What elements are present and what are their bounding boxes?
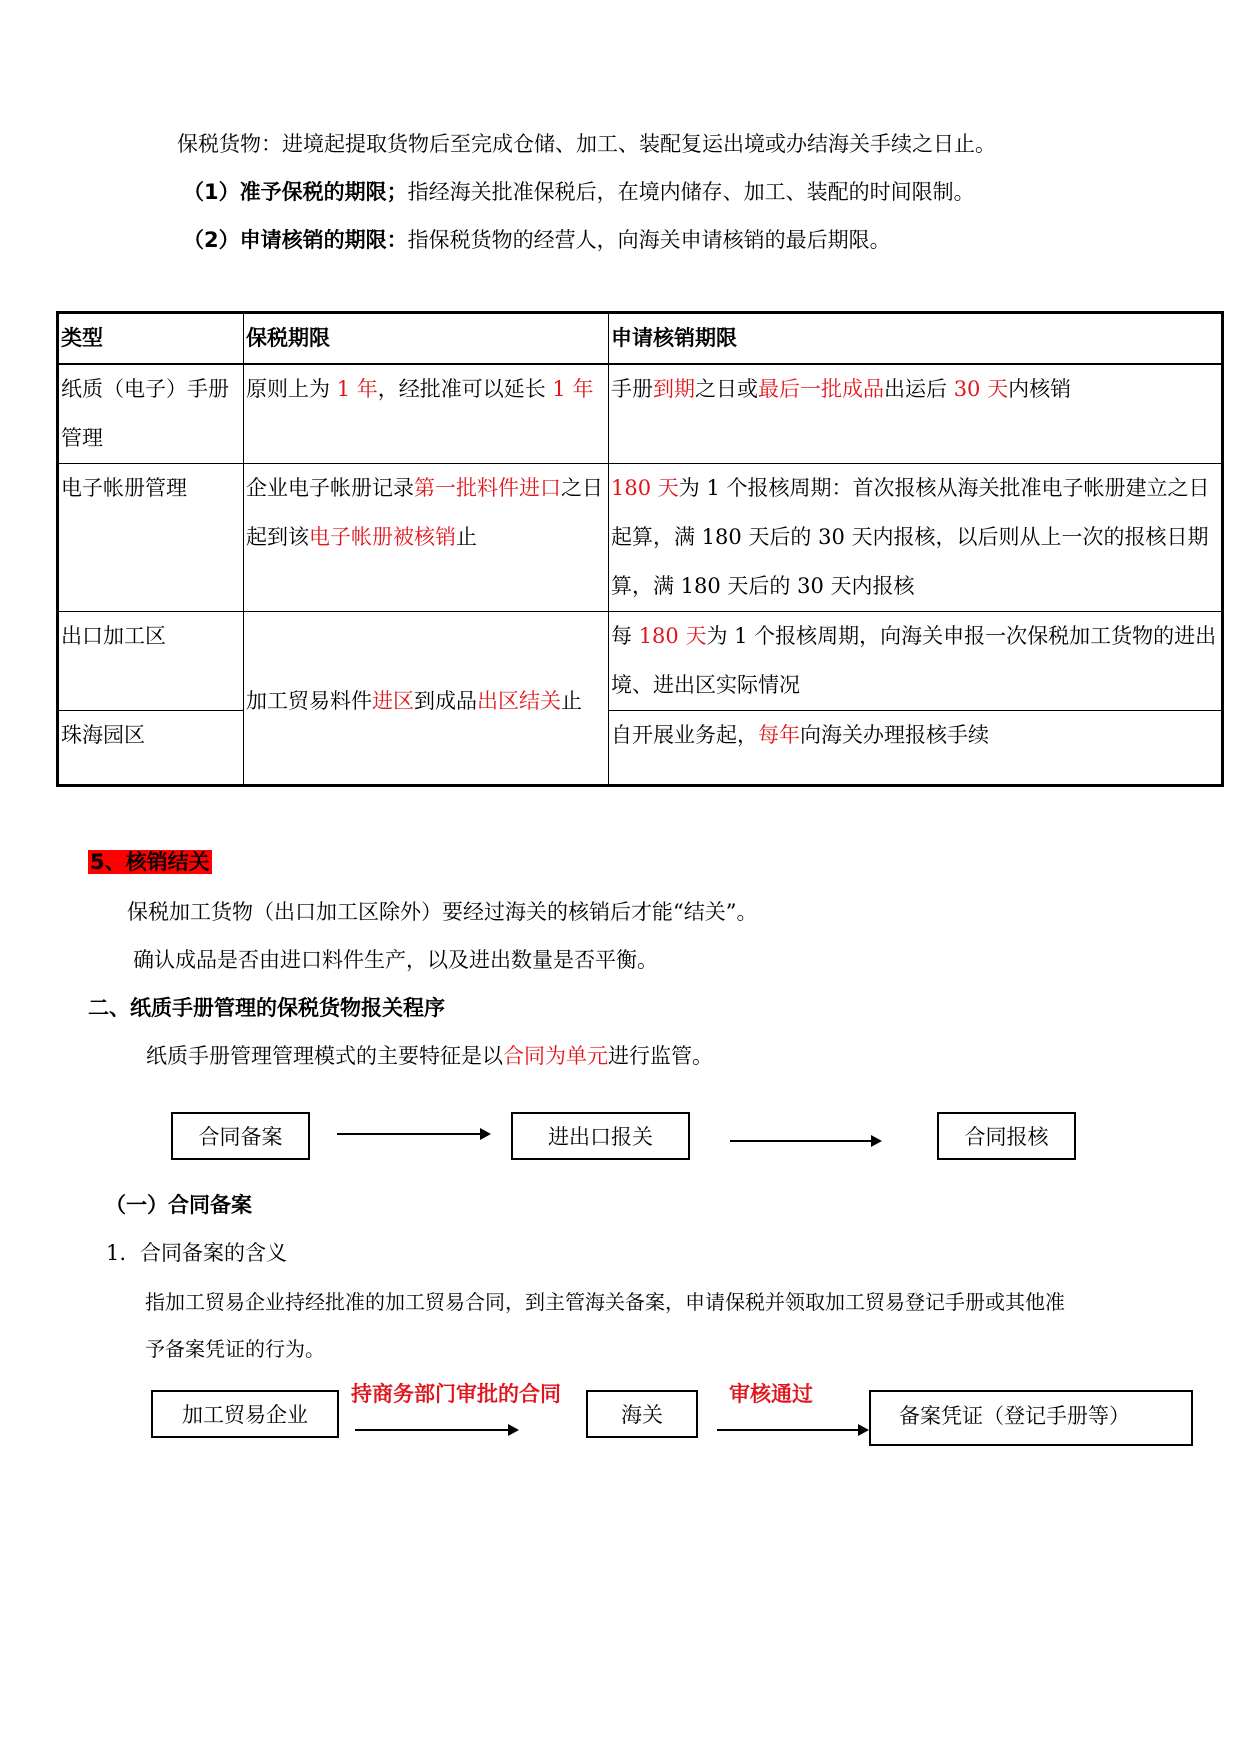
arrow-icon (337, 1133, 489, 1135)
item2-text: 指保税货物的经营人，向海关申请核销的最后期限。 (407, 228, 891, 252)
arrow-icon (355, 1429, 517, 1431)
table-row (58, 464, 1223, 612)
intro-item-2 (183, 224, 891, 254)
cell-type: 出口加工区 (58, 612, 244, 711)
item2-label: （2）申请核销的期限： (183, 228, 408, 252)
section2-p: 纸质手册管理管理模式的主要特征是以合同为单元进行监管。 (146, 1044, 713, 1068)
arrow-icon (717, 1429, 867, 1431)
table-header-row (58, 313, 1223, 365)
section5-p1: 保税加工货物（出口加工区除外）要经过海关的核销后才能“结关”。 (127, 900, 758, 924)
intro-line: 保税货物：进境起提取货物后至完成仓储、加工、装配复运出境或办结海关手续之日止。 (177, 132, 996, 156)
intro-item-1 (183, 176, 975, 206)
sub1-desc2: 予备案凭证的行为。 (145, 1337, 325, 1361)
flow-box-filing-certificate: 备案凭证（登记手册等） (869, 1390, 1193, 1446)
sub1-desc1: 指加工贸易企业持经批准的加工贸易合同，到主管海关备案，申请保税并领取加工贸易登记手册或其他准 (145, 1290, 1065, 1314)
flow-box-customs: 海关 (586, 1390, 698, 1438)
header-type: 类型 (58, 313, 244, 365)
table-row (58, 711, 1223, 786)
cell-bond-merged: 加工贸易料件进区到成品出区结关止 (244, 612, 609, 786)
item-title: 合同备案的含义 (140, 1241, 288, 1265)
arrow-icon (730, 1140, 880, 1142)
cell-verify: 每 180 天为 1 个报核周期，向海关申报一次保税加工货物的进出境、进出区实际情况 (609, 612, 1223, 711)
cell-type: 电子帐册管理 (58, 464, 244, 612)
header-verify-period: 申请核销期限 (609, 313, 1223, 365)
flow-box-contract-filing: 合同备案 (171, 1112, 310, 1160)
table-row (58, 612, 1223, 711)
cell-bond: 企业电子帐册记录第一批料件进口之日起到该电子帐册被核销止 (244, 464, 609, 612)
flow-box-contract-verify: 合同报核 (937, 1112, 1076, 1160)
header-bond-period: 保税期限 (244, 313, 609, 365)
cell-type: 珠海园区 (58, 711, 244, 786)
cell-verify: 180 天为 1 个报核周期：首次报核从海关批准电子帐册建立之日起算，满 180 天后的 30 天内报核，以后则从上一次的报核日期算，满 180 天后的 30 天内报核 (609, 464, 1223, 612)
item1-text: 指经海关批准保税后，在境内储存、加工、装配的时间限制。 (407, 180, 975, 204)
flow-label-approved: 审核通过 (729, 1382, 813, 1406)
cell-verify: 自开展业务起，每年向海关办理报核手续 (609, 711, 1223, 786)
section2-heading: 二、纸质手册管理的保税货物报关程序 (88, 996, 445, 1020)
cell-bond: 原则上为 1 年，经批准可以延长 1 年 (244, 364, 609, 464)
bond-period-table (56, 311, 1224, 787)
sub1-item (106, 1237, 287, 1267)
table-row (58, 364, 1223, 464)
item1-label: （1）准予保税的期限； (183, 180, 408, 204)
flow-box-enterprise: 加工贸易企业 (151, 1390, 339, 1438)
section5-p2: 确认成品是否由进口料件生产，以及进出数量是否平衡。 (133, 948, 658, 972)
flow-box-import-export: 进出口报关 (511, 1112, 690, 1160)
flow-label-approved-contract: 持商务部门审批的合同 (351, 1382, 561, 1406)
item-number: 1. (106, 1241, 127, 1265)
sub1-heading: （一）合同备案 (105, 1193, 252, 1217)
cell-type: 纸质（电子）手册管理 (58, 364, 244, 464)
section5-heading: 5、核销结关 (90, 850, 210, 874)
cell-verify: 手册到期之日或最后一批成品出运后 30 天内核销 (609, 364, 1223, 464)
